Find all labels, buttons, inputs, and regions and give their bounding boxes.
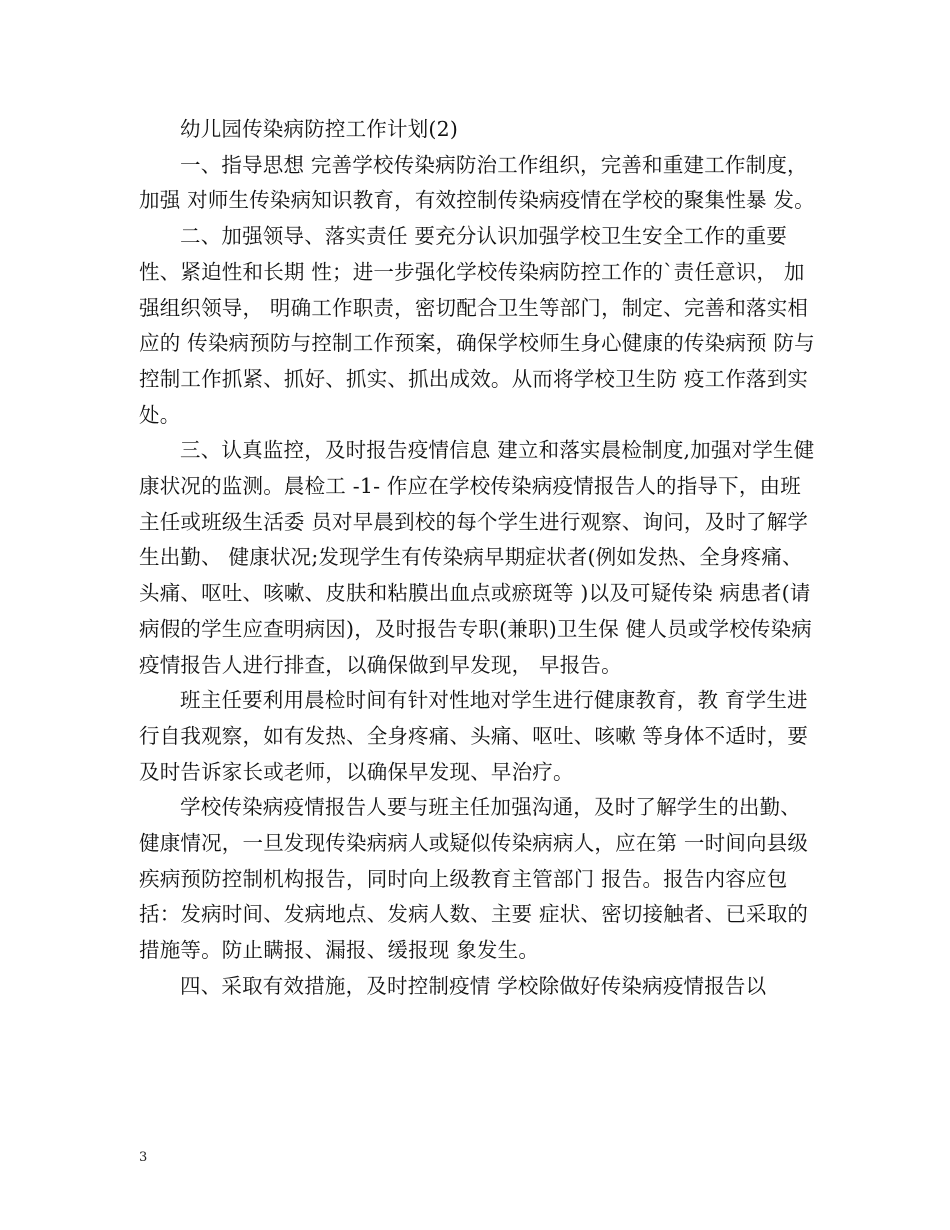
paragraph-epidemic-reporter: 学校传染病疫情报告人要与班主任加强沟通，及时了解学生的出勤、健康情况，一旦发现传染病病人或疑似传染病病人，应在第 一时间向县级疾病预防控制机构报告，同时向上级教育主管部门 报告。报告内容应包括：发病时间、发病地点、发病人数、主要 症状、密切接触者、已采取的措施等。防止瞒报、漏报、缓报现 象发生。 bbox=[139, 795, 809, 963]
paragraph-monitoring-reporting: 三、认真监控，及时报告疫情信息 建立和落实晨检制度,加强对学生健康状况的监测。晨检工 -1- 作应在学校传染病疫情报告人的指导下，由班主任或班级生活委 员对早晨到校的每个学生进行观察、询问，及时了解学生出勤、 健康状况;发现学生有传染病早期症状者(例如发热、全身疼痛、 头痛、呕吐、咳嗽、皮肤和粘膜出血点或瘀斑等 )以及可疑传染 病患者(请病假的学生应查明病因)，及时报告专职(兼职)卫生保 健人员或学校传染病疫情报告人进行排查，以确保做到早发现， 早报告。 bbox=[139, 438, 815, 677]
page-number: 3 bbox=[139, 1150, 148, 1165]
paragraph-guiding-ideology: 一、指导思想 完善学校传染病防治工作组织，完善和重建工作制度，加强 对师生传染病知识教育，有效控制传染病疫情在学校的聚集性暴 发。 bbox=[139, 152, 815, 213]
document-title: 幼儿园传染病防控工作计划(2) bbox=[180, 117, 459, 141]
paragraph-effective-measures: 四、采取有效措施，及时控制疫情 学校除做好传染病疫情报告以 bbox=[180, 973, 767, 998]
paragraph-leadership-responsibility: 二、加强领导、落实责任 要充分认识加强学校卫生安全工作的重要性、紧迫性和长期 性；进一步强化学校传染病防控工作的`责任意识， 加强组织领导， 明确工作职责，密切配合卫生等部门，制定、完善和落实相应的 传染病预防与控制工作预案，确保学校师生身心健康的传染病预 防与控制工作抓紧、抓好、抓实、抓出成效。从而将学校卫生防 疫工作落到实处。 bbox=[139, 224, 815, 427]
document-body bbox=[139, 112, 815, 1005]
paragraph-class-teacher-health-education: 班主任要利用晨检时间有针对性地对学生进行健康教育，教 育学生进行自我观察，如有发热、全身疼痛、头痛、呕吐、咳嗽 等身体不适时，要及时告诉家长或老师，以确保早发现、早治疗。 bbox=[139, 688, 809, 784]
